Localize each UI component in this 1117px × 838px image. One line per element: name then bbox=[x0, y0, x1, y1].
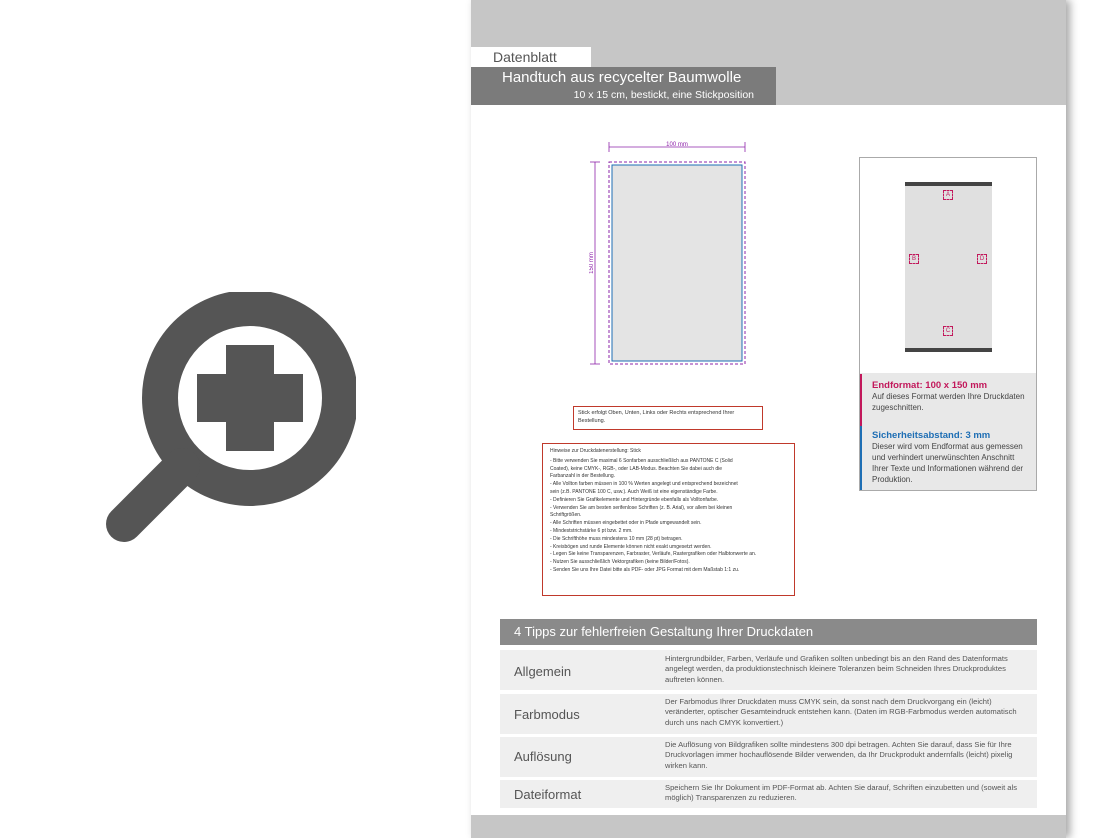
guideline-line: sein (z.B. PANTONE 100 C, usw.). Auch Weiß ist eine eigenständige Farbe. bbox=[550, 488, 718, 495]
guidelines-title: Hinweise zur Druckdatenerstellung: Stick bbox=[550, 448, 641, 454]
guideline-line: Farbanzahl in der Bestellung. bbox=[550, 473, 616, 480]
endformat-title: Endformat: 100 x 150 mm bbox=[872, 380, 988, 391]
safety-text: Dieser wird vom Endformat aus gemessen und verhindert unerwünschten Anschnitt Ihrer Texte und Informationen während der Produktion. bbox=[872, 442, 1024, 484]
towel-top-edge bbox=[905, 182, 992, 186]
guideline-line: Schriftgrößen. bbox=[550, 512, 582, 519]
tip-text: Speichern Sie Ihr Dokument im PDF-Format ab. Achten Sie darauf, Schriften einzubetten und (soweit als möglich) Transparenzen zu reduzieren. bbox=[665, 783, 1018, 803]
tip-text: Die Auflösung von Bildgrafiken sollte mindestens 300 dpi betragen. Achten Sie darauf, dass Sie für Ihre Druckvorlagen immer hochauflösende Bilder verwenden, da Ihr Druckprodukt andernfalls (leicht) pixelig wirken kann. bbox=[665, 740, 1013, 770]
magnifier-glass bbox=[124, 308, 340, 524]
guideline-line: - Mindeststrichstärke 6 pt bzw. 2 mm. bbox=[550, 527, 633, 534]
safety-title: Sicherheitsabstand: 3 mm bbox=[872, 430, 991, 441]
guideline-line: - Kreisbögen und runde Elemente können nicht exakt umgesetzt werden. bbox=[550, 543, 712, 550]
tip-text: Der Farbmodus Ihrer Druckdaten muss CMYK sein, da sonst nach dem Druckvorgang ein (leicht) veränderter, optischer Gesamteindruck entstehen kann. (Daten im RGB-Farbmodus werden automatisch durch uns nach CMYK konvertiert.) bbox=[665, 697, 1017, 727]
tip-label: Farbmodus bbox=[514, 707, 580, 722]
towel-bottom-edge bbox=[905, 348, 992, 352]
endformat-spec bbox=[860, 374, 1036, 428]
guideline-line: - Legen Sie keine Transparenzen, Farbraster, Verläufe, Rastergrafiken oder Halbtonwerte an. bbox=[550, 551, 757, 558]
towel-illustration bbox=[905, 182, 992, 352]
stitch-position-note: Stick erfolgt Oben, Unten, Links oder Rechts entsprechend Ihrer Bestellung. bbox=[573, 406, 763, 430]
guideline-line: Coated), keine CMYK-, RGB-, oder LAB-Modus. Beachten Sie dabei auch die bbox=[550, 465, 723, 472]
guideline-line: - Die Schrifthöhe muss mindestens 10 mm (28 pt) betragen. bbox=[550, 535, 683, 542]
tips-header: 4 Tipps zur fehlerfreien Gestaltung Ihrer Druckdaten bbox=[500, 619, 1037, 645]
height-dimension-label: 150 mm bbox=[589, 252, 595, 274]
stitch-mark-right: D bbox=[977, 254, 987, 264]
product-title: Handtuch aus recycelter Baumwolle bbox=[502, 69, 742, 86]
tip-label: Allgemein bbox=[514, 664, 572, 679]
tip-label: Dateiformat bbox=[514, 787, 582, 802]
guideline-line: - Alle Vollton farben müssen in 100 % Werten angelegt und entsprechend bezeichnet bbox=[550, 481, 738, 488]
safety-margin-spec bbox=[860, 426, 1036, 490]
tip-row-aufloesung bbox=[500, 737, 1037, 777]
product-title-box bbox=[471, 67, 776, 105]
datasheet-tab: Datenblatt bbox=[471, 47, 591, 67]
guideline-line: - Verwenden Sie am besten serifenlose Schriften (z. B. Arial), vor allem bei kleinen bbox=[550, 504, 733, 511]
preview-canvas bbox=[860, 158, 1036, 373]
tip-row-dateiformat bbox=[500, 780, 1037, 808]
footer-band bbox=[471, 815, 1066, 838]
tip-row-allgemein bbox=[500, 650, 1037, 690]
tip-row-farbmodus bbox=[500, 694, 1037, 734]
guideline-line: - Senden Sie uns Ihre Datei bitte als PDF- oder JPG Format mit dem Maßstab 1:1 zu. bbox=[550, 566, 740, 573]
stitch-mark-left: B bbox=[909, 254, 919, 264]
tip-label: Auflösung bbox=[514, 749, 572, 764]
datasheet-page bbox=[471, 0, 1066, 838]
zoom-in-icon[interactable] bbox=[104, 292, 356, 544]
towel-preview bbox=[859, 157, 1037, 491]
endformat-text: Auf dieses Format werden Ihre Druckdaten zugeschnitten. bbox=[872, 392, 1025, 412]
guideline-line: - Nutzen Sie ausschließlich Vektorgrafiken (keine Bilder/Fotos). bbox=[550, 559, 690, 566]
tip-text: Hintergrundbilder, Farben, Verläufe und Grafiken sollten unbedingt bis an den Rand des Datenformats angelegt werden, da produktionstechnisch kleinere Toleranzen beim Schneiden Ihres Druckproduktes auftreten können. bbox=[665, 654, 1008, 684]
guideline-line: - Alle Schriften müssen eingebettet oder in Pfade umgewandelt sein. bbox=[550, 520, 702, 527]
guideline-line: - Bitte verwenden Sie maximal 6 Sonfarben ausschließlich aus PANTONE C (Solid bbox=[550, 457, 733, 464]
width-dimension-label: 100 mm bbox=[666, 142, 688, 148]
product-subtitle: 10 x 15 cm, bestickt, eine Stickposition bbox=[573, 89, 754, 101]
stitch-mark-top: A bbox=[943, 190, 953, 200]
stitch-mark-bottom: C bbox=[943, 326, 953, 336]
print-guidelines-box bbox=[542, 443, 795, 596]
technical-drawing bbox=[589, 138, 759, 374]
guideline-line: - Definieren Sie Grafikelemente und Hintergründe ebenfalls als Volltonfarbe. bbox=[550, 496, 719, 503]
